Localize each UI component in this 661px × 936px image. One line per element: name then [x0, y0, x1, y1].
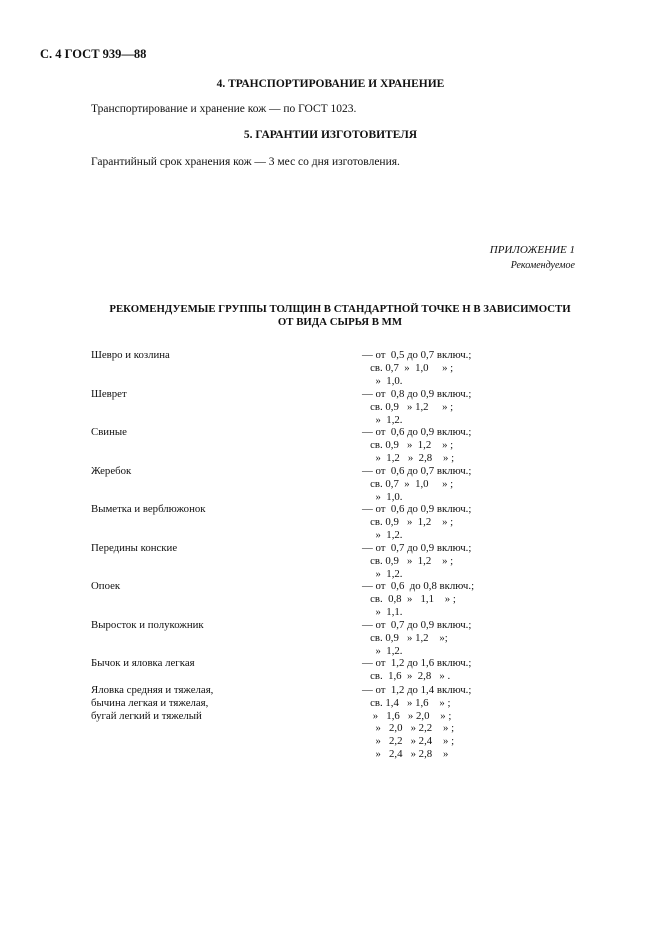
raw-material-label: Опоек [91, 580, 121, 592]
raw-material-label: Выросток и полукожник [91, 619, 204, 631]
table-title-line: РЕКОМЕНДУЕМЫЕ ГРУППЫ ТОЛЩИН В СТАНДАРТНОЙ ТОЧКЕ Н В ЗАВИСИМОСТИ [109, 303, 571, 315]
thickness-values: — от 0,5 до 0,7 включ.; св. 0,7 » 1,0 » ; » 1,0. [362, 349, 472, 387]
page-header: С. 4 ГОСТ 939—88 [40, 47, 147, 61]
thickness-values: — от 0,7 до 0,9 включ.; св. 0,9 » 1,2 » ; » 1,2. [362, 542, 472, 580]
section-5-text: Гарантийный срок хранения кож — 3 мес со дня изготовления. [91, 156, 400, 168]
section-4-text: Транспортирование и хранение кож — по ГОСТ 1023. [91, 103, 357, 115]
thickness-values: — от 0,6 до 0,9 включ.; св. 0,9 » 1,2 » ; » 1,2. [362, 503, 472, 541]
table-title [60, 303, 620, 329]
appendix-label: ПРИЛОЖЕНИЕ 1 [489, 244, 575, 256]
raw-material-label: Шеврет [91, 388, 127, 400]
raw-material-label: Выметка и верблюжонок [91, 503, 206, 515]
section-4-title: 4. ТРАНСПОРТИРОВАНИЕ И ХРАНЕНИЕ [216, 78, 445, 90]
thickness-values: — от 0,6 до 0,7 включ.; св. 0,7 » 1,0 » ; » 1,0. [362, 465, 472, 503]
section-5-title: 5. ГАРАНТИИ ИЗГОТОВИТЕЛЯ [243, 129, 418, 141]
raw-material-label: Бычок и яловка легкая [91, 657, 195, 669]
thickness-values: — от 0,6 до 0,8 включ.; св. 0,8 » 1,1 » ; » 1,1. [362, 580, 475, 618]
thickness-values: — от 1,2 до 1,6 включ.; св. 1,6 » 2,8 » . [362, 657, 472, 682]
thickness-values: — от 1,2 до 1,4 включ.; св. 1,4 » 1,6 » ; » 1,6 » 2,0 » ; » 2,0 » 2,2 » ; » 2,2 » 2,4 » ; » 2,4 » 2,8 » [362, 684, 472, 760]
raw-material-label: Жеребок [91, 465, 132, 477]
raw-material-label: Яловка средняя и тяжелая, бычина легкая и тяжелая, бугай легкий и тяжелый [91, 684, 214, 722]
raw-material-label: Свиные [91, 426, 127, 438]
table-title-line: ОТ ВИДА СЫРЬЯ В ММ [277, 316, 403, 328]
raw-material-label: Шевро и козлина [91, 349, 170, 361]
thickness-values: — от 0,8 до 0,9 включ.; св. 0,9 » 1,2 » ; » 1,2. [362, 388, 472, 426]
appendix-status: Рекомендуемое [510, 260, 575, 271]
thickness-values: — от 0,6 до 0,9 включ.; св. 0,9 » 1,2 » ; » 1,2 » 2,8 » ; [362, 426, 472, 464]
raw-material-label: Передины конские [91, 542, 178, 554]
thickness-values: — от 0,7 до 0,9 включ.; св. 0,9 » 1,2 »; » 1,2. [362, 619, 472, 657]
